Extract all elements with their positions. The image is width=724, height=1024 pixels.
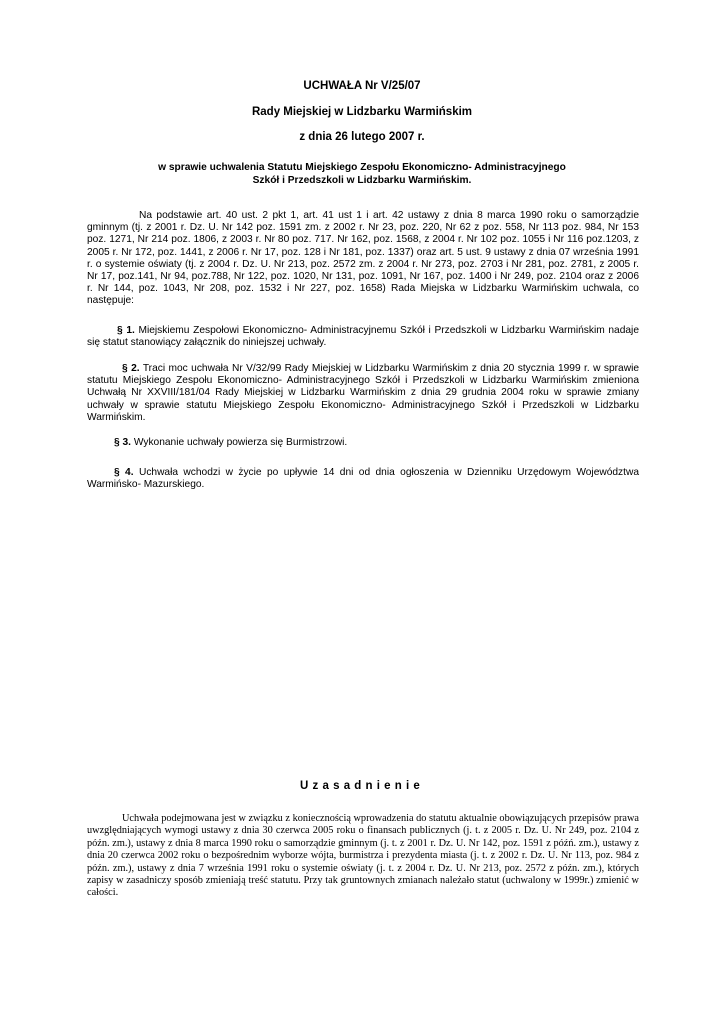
section-3 [87,437,639,449]
section-2 [87,363,639,424]
section-1-text: Miejskiemu Zespołowi Ekonomiczno- Administracyjnemu Szkół i Przedszkoli w Lidzbarku Warmińskim nadaje się statut stanowiący załącznik do niniejszej uchwały. [87,325,639,349]
resolution-authority: Rady Miejskiej w Lidzbarku Warmińskim [251,106,473,118]
subject-line-1: w sprawie uchwalenia Statutu Miejskiego Zespołu Ekonomiczno- Administracyjnego [158,162,566,173]
section-2-mark: § 2. [122,363,140,374]
justification-title: Uzasadnienie [300,780,424,792]
section-2-text: Traci moc uchwała Nr V/32/99 Rady Miejskiej w Lidzbarku Warmińskim z dnia 20 stycznia 1999 r. w sprawie statutu Miejskiego Zespołu Ekonomiczno- Administracyjnego Szkół i Przedszkoli w Lidzbarku Warmińskim zmieniona Uchwałą Nr XXVIII/181/04 Rady Miejskiej w Lidzbarku Warmińskim z dnia 29 grudnia 2004 roku w sprawie zmiany uchwały w sprawie statutu Miejskiego Zespołu Ekonomiczno- Administracyjnego Szkół i Przedszkoli w Lidzbarku Warmińskim. [87,363,639,423]
section-3-text: Wykonanie uchwały powierza się Burmistrzowi. [131,437,348,448]
justification-paragraph: Uchwała podejmowana jest w związku z koniecznością wprowadzenia do statutu aktualnie obowiązujących przepisów prawa uwzględniających wymogi ustawy z dnia 30 czerwca 2005 roku o finansach publicznych (j. t. z 2005 r. Dz. U. Nr 249, poz. 2104 z późn. zm.), ustawy z dnia 8 marca 1990 roku o samorządzie gminnym (j. t. z 2001 r. Dz. U. Nr 142, poz. 1591 z późń. zm.), ustawy z dnia 20 czerwca 2002 roku o bezpośrednim wyborze wójta, burmistrza i prezydenta miasta (j. t. z 2002 r. Dz. U. Nr 113, poz. 984 z późn. zm.), ustawy z dnia 7 września 1991 roku o systemie oświaty (j. t. z 2004 r. Dz. U. Nr 213, poz. 2572 z późn. zm.), których zapisy w zasadniczy sposób zmieniają treść statutu. Przy tak gruntownych zmianach należało statut (uchwalony w 1999r.) zmienić w całości. [87,813,639,899]
section-3-mark: § 3. [114,437,131,448]
legal-basis-paragraph: Na podstawie art. 40 ust. 2 pkt 1, art. 41 ust 1 i art. 42 ustawy z dnia 8 marca 1990 roku o samorządzie gminnym (tj. z 2001 r. Dz. U. Nr 142 poz. 1591 zm. z 2002 r. Nr 23, poz. 220, Nr 62 z poz. 558, Nr 113 poz. 984, Nr 153 poz. 1271, Nr 214 poz. 1806, z 2003 r. Nr 80 poz. 717. Nr 162, poz. 1568, z 2004 r. Nr 102 poz. 1055 i Nr 116 poz.1203, z 2005 r. Nr 172, poz. 1441, z 2006 r. Nr 17, poz. 128 i Nr 181, poz. 1337) oraz art. 5 ust. 9 ustawy z dnia 07 września 1991 r. o systemie oświaty (tj. z 2004 r. Dz. U. Nr 213, poz. 2572 zm. z 2004 r. Nr 273, poz. 2703 i Nr 281, poz. 2781, z 2005 r. Nr 17, poz.141, Nr 94, poz.788, Nr 122, poz. 1020, Nr 131, poz. 1091, Nr 167, poz. 1400 i Nr 249, poz. 2104 oraz z 2006 r. Nr 144, poz. 1043, Nr 208, poz. 1532 i Nr 227, poz. 1658) Rada Miejska w Lidzbarku Warmińskim uchwala, co następuje: [87,210,639,307]
resolution-title: UCHWAŁA Nr V/25/07 [303,80,421,92]
section-4 [87,467,639,491]
section-1-mark: § 1. [117,325,135,336]
section-4-text: Uchwała wchodzi w życie po upływie 14 dni od dnia ogłoszenia w Dzienniku Urzędowym Województwa Warmińsko- Mazurskiego. [87,467,639,491]
section-1 [87,325,639,349]
resolution-subject [0,161,724,187]
resolution-date: z dnia 26 lutego 2007 r. [299,131,425,143]
subject-line-2: Szkół i Przedszkoli w Lidzbarku Warmińskim. [252,175,472,186]
section-4-mark: § 4. [114,467,134,478]
